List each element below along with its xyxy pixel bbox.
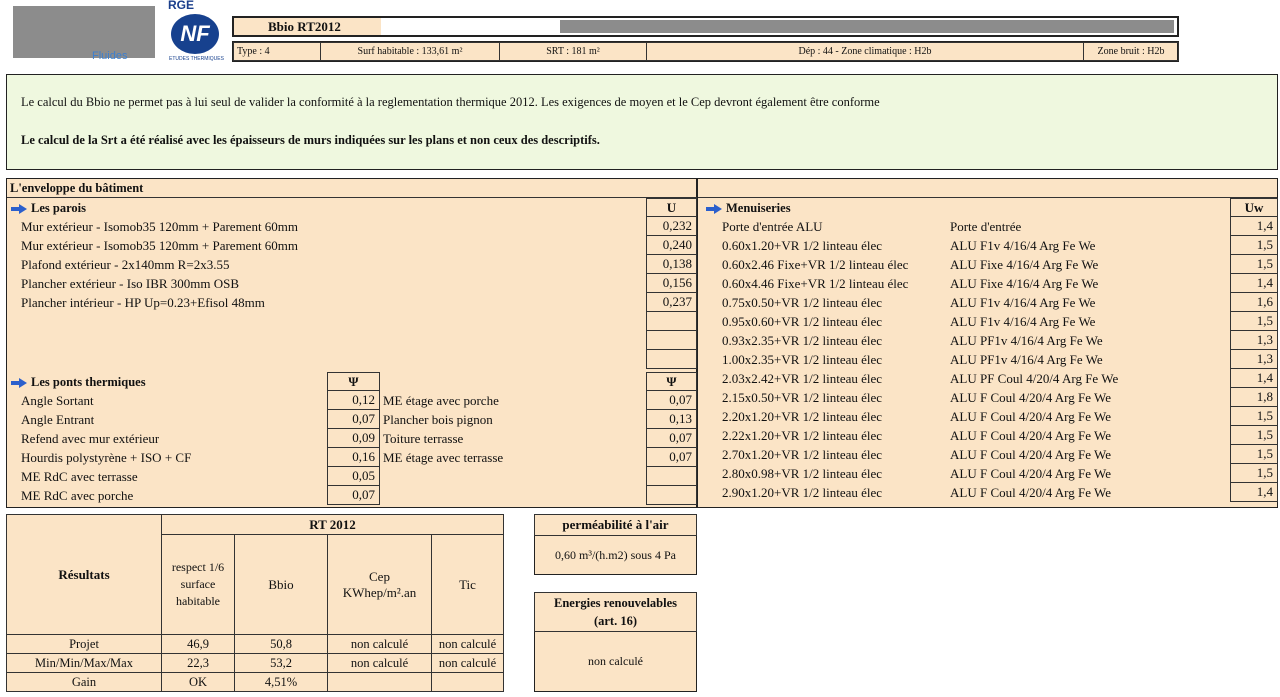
redacted-name [560,20,1174,33]
col-cep: Cep KWhep/m².an [327,534,432,635]
menuiserie-dimension: 0.60x1.20+VR 1/2 linteau élec [722,238,883,253]
menuiserie-type: ALU PF1v 4/16/4 Arg Fe We [950,352,1103,367]
pont-psi-value: 0,07 [327,409,380,429]
pont-psi-value: 0,07 [327,485,380,505]
menuiserie-dimension: 2.90x1.20+VR 1/2 linteau élec [722,485,883,500]
menuiserie-dimension: Porte d'entrée ALU [722,219,823,234]
parois-header [11,199,86,217]
arrow-right-icon [11,378,27,388]
pont-psi-value: 0,13 [646,409,697,429]
arrow-right-icon [11,204,27,214]
menuiseries-top [698,179,1277,198]
menuiserie-dimension: 1.00x2.35+VR 1/2 linteau élec [722,352,883,367]
menuiserie-uw-value: 1,4 [1230,216,1278,236]
psi-header-right: Ψ [646,372,697,391]
menuiserie-type: ALU F Coul 4/20/4 Arg Fe We [950,485,1111,500]
type-cell: Type : 4 [233,42,321,61]
menuiserie-dimension: 0.75x0.50+VR 1/2 linteau élec [722,295,883,310]
notes-box [6,74,1278,170]
pont-label: ME RdC avec terrasse [21,469,138,484]
u-header: U [646,198,697,217]
pont-psi-value: 0,07 [646,390,697,410]
result-value: non calculé [431,653,504,673]
menuiserie-type: ALU F1v 4/16/4 Arg Fe We [950,314,1096,329]
info-bar [232,41,1179,62]
menuiserie-dimension: 2.15x0.50+VR 1/2 linteau élec [722,390,883,405]
pont-label: Plancher bois pignon [383,412,493,427]
menuiserie-type: ALU F Coul 4/20/4 Arg Fe We [950,466,1111,481]
pont-psi-value: 0,07 [646,447,697,467]
paroi-u-value [646,311,697,331]
menuiserie-uw-value: 1,6 [1230,292,1278,312]
menuiserie-uw-value: 1,5 [1230,311,1278,331]
ponts-list [7,391,696,505]
menuiseries-title: Menuiseries [726,201,791,215]
result-value: 4,51% [234,672,328,692]
menuiserie-uw-value: 1,5 [1230,444,1278,464]
result-value: 50,8 [234,634,328,654]
results-label: Résultats [6,514,162,635]
result-row-label: Projet [6,634,162,654]
paroi-label: Mur extérieur - Isomob35 120mm + Parement 60mm [21,219,299,234]
menuiserie-uw-value: 1,4 [1230,273,1278,293]
rt-title: RT 2012 [161,514,504,535]
pont-psi-value [646,466,697,486]
title-cell: Bbio RT2012 [234,18,415,35]
parois-list [7,217,696,369]
permeability-panel [534,514,697,575]
pont-psi-value: 0,16 [327,447,380,467]
menuiserie-dimension: 2.22x1.20+VR 1/2 linteau élec [722,428,883,443]
menuiserie-dimension: 0.93x2.35+VR 1/2 linteau élec [722,333,883,348]
company-fragment: Fluides [92,50,128,62]
envelope-title: L'enveloppe du bâtiment [7,179,699,198]
menuiserie-dimension: 2.03x2.42+VR 1/2 linteau élec [722,371,883,386]
paroi-label: Plancher intérieur - HP Up=0.23+Efisol 48mm [21,295,265,310]
result-value [431,672,504,692]
uw-header: Uw [1230,198,1278,217]
menuiserie-type: ALU PF Coul 4/20/4 Arg Fe We [950,371,1119,386]
badge-under-text: ETUDES THERMIQUES [169,56,224,62]
note-line-2: Le calcul de la Srt a été réalisé avec les épaisseurs de murs indiquées sur les plans et non ceux des descriptifs. [21,133,600,147]
menuiserie-type: ALU F Coul 4/20/4 Arg Fe We [950,390,1111,405]
menuiserie-type: ALU F1v 4/16/4 Arg Fe We [950,238,1096,253]
arrow-right-icon [706,204,722,214]
pont-psi-value: 0,09 [327,428,380,448]
paroi-label: Plancher extérieur - Iso IBR 300mm OSB [21,276,240,291]
result-row-label: Min/Min/Max/Max [6,653,162,673]
permeability-value: 0,60 m³/(h.m2) sous 4 Pa [555,547,676,562]
pont-label: Refend avec mur extérieur [21,431,160,446]
result-value: 46,9 [161,634,235,654]
pont-psi-value [646,485,697,505]
surf-cell: Surf habitable : 133,61 m² [320,42,500,61]
psi-header-left: Ψ [327,372,380,391]
energies-panel [534,592,697,692]
pont-label: Angle Sortant [21,393,94,408]
menuiserie-type: ALU F Coul 4/20/4 Arg Fe We [950,447,1111,462]
col-respect: respect 1/6 surface habitable [161,534,235,635]
title-bar [232,16,1179,37]
menuiserie-uw-value: 1,3 [1230,330,1278,350]
dep-cell: Dép : 44 - Zone climatique : H2b [646,42,1084,61]
srt-cell: SRT : 181 m² [499,42,647,61]
nf-text: NF [180,21,210,46]
energies-value: non calculé [588,653,643,668]
nf-badge [165,0,229,70]
menuiseries-list [698,217,1277,507]
result-value: 53,2 [234,653,328,673]
result-value: non calculé [327,653,432,673]
pont-label: Angle Entrant [21,412,95,427]
envelope-panel [6,178,697,508]
pont-label: Hourdis polystyrène + ISO + CF [21,450,192,465]
col-bbio: Bbio [234,534,328,635]
menuiserie-type: ALU F Coul 4/20/4 Arg Fe We [950,428,1111,443]
pont-label: Toiture terrasse [383,431,464,446]
menuiserie-type: ALU F1v 4/16/4 Arg Fe We [950,295,1096,310]
menuiserie-uw-value: 1,3 [1230,349,1278,369]
ponts-title: Les ponts thermiques [31,375,146,389]
rge-label: RGE [168,0,195,12]
pont-psi-value: 0,12 [327,390,380,410]
menuiserie-uw-value: 1,5 [1230,463,1278,483]
menuiserie-type: ALU PF1v 4/16/4 Arg Fe We [950,333,1103,348]
menuiserie-dimension: 0.60x4.46 Fixe+VR 1/2 linteau élec [722,276,909,291]
menuiserie-dimension: 2.20x1.20+VR 1/2 linteau élec [722,409,883,424]
note-line-1: Le calcul du Bbio ne permet pas à lui seul de valider la conformité à la reglementation thermique 2012. Les exigences de moyen et le Cep devront également être conforme [21,95,880,109]
paroi-u-value: 0,237 [646,292,697,312]
paroi-u-value: 0,240 [646,235,697,255]
menuiserie-uw-value: 1,4 [1230,482,1278,502]
result-value [327,672,432,692]
result-value: non calculé [327,634,432,654]
menuiserie-dimension: 0.60x2.46 Fixe+VR 1/2 linteau élec [722,257,909,272]
pont-label: ME étage avec porche [383,393,499,408]
col-tic: Tic [431,534,504,635]
pont-label: ME RdC avec porche [21,488,134,503]
paroi-label: Mur extérieur - Isomob35 120mm + Parement 60mm [21,238,299,253]
menuiserie-uw-value: 1,5 [1230,254,1278,274]
menuiserie-type: ALU F Coul 4/20/4 Arg Fe We [950,409,1111,424]
menuiserie-uw-value: 1,8 [1230,387,1278,407]
menuiserie-uw-value: 1,4 [1230,368,1278,388]
energies-title: Energies renouvelables (art. 16) [534,592,697,632]
zone-bruit-cell: Zone bruit : H2b [1083,42,1179,61]
menuiserie-dimension: 2.80x0.98+VR 1/2 linteau élec [722,466,883,481]
nf-logo-icon [171,14,219,54]
pont-psi-value: 0,07 [646,428,697,448]
menuiserie-uw-value: 1,5 [1230,235,1278,255]
redacted-logo [13,6,155,58]
permeability-title: perméabilité à l'air [534,514,697,536]
results-panel [6,514,504,692]
paroi-u-value: 0,138 [646,254,697,274]
ponts-header [11,373,146,391]
menuiseries-header [706,199,791,217]
menuiserie-dimension: 0.95x0.60+VR 1/2 linteau élec [722,314,883,329]
menuiserie-uw-value: 1,5 [1230,425,1278,445]
menuiseries-panel [697,178,1278,508]
pont-psi-value: 0,05 [327,466,380,486]
paroi-u-value: 0,232 [646,216,697,236]
result-value: OK [161,672,235,692]
menuiserie-type: Porte d'entrée [950,219,1022,234]
result-value: non calculé [431,634,504,654]
menuiserie-type: ALU Fixe 4/16/4 Arg Fe We [950,276,1099,291]
pont-label: ME étage avec terrasse [383,450,504,465]
paroi-label: Plafond extérieur - 2x140mm R=2x3.55 [21,257,230,272]
menuiserie-uw-value: 1,5 [1230,406,1278,426]
menuiserie-type: ALU Fixe 4/16/4 Arg Fe We [950,257,1099,272]
result-row-label: Gain [6,672,162,692]
paroi-u-value [646,349,697,369]
result-value: 22,3 [161,653,235,673]
menuiserie-dimension: 2.70x1.20+VR 1/2 linteau élec [722,447,883,462]
paroi-u-value [646,330,697,350]
parois-title: Les parois [31,201,86,215]
paroi-u-value: 0,156 [646,273,697,293]
